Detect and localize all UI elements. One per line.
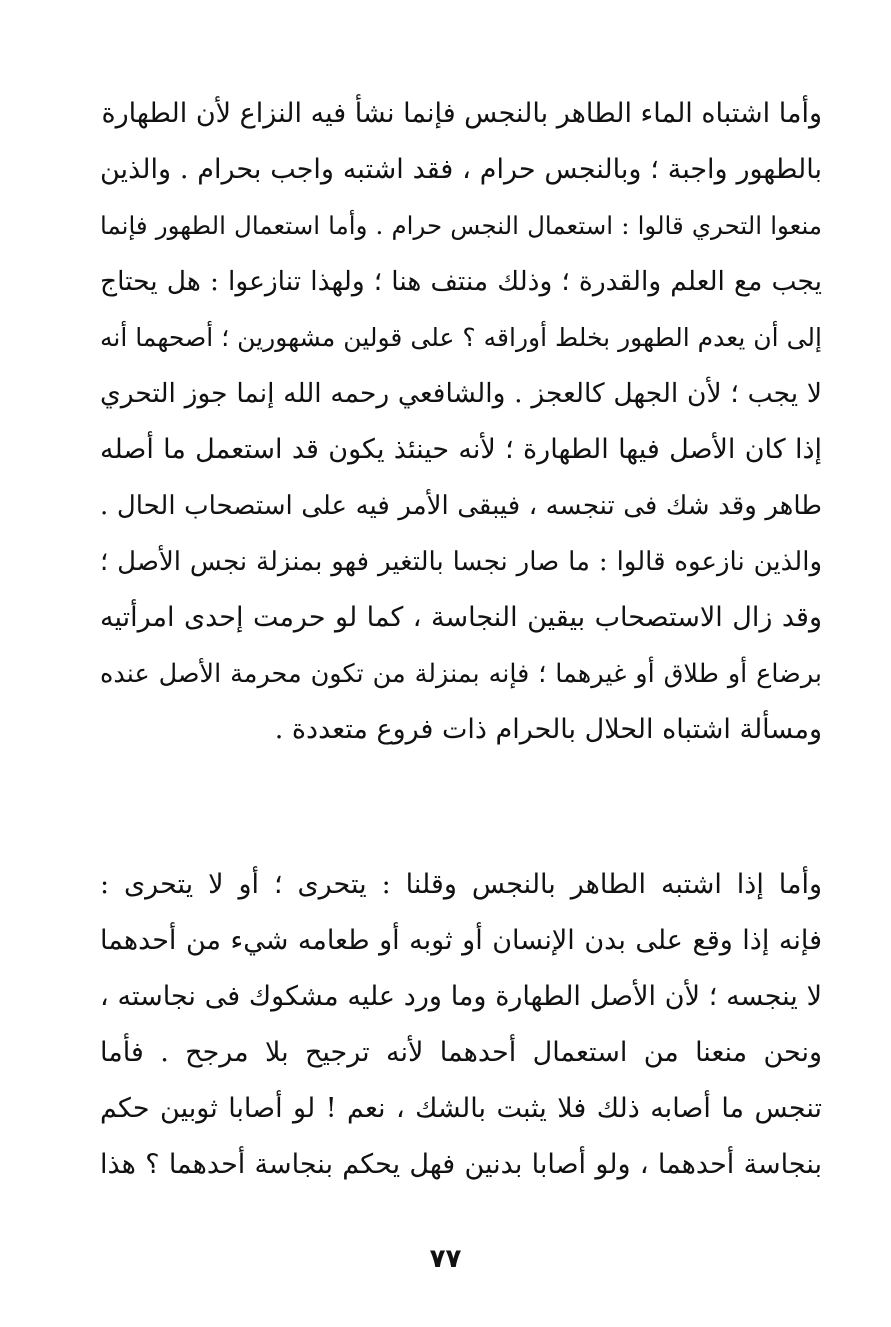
text-line: والذين نازعوه قالوا : ما صار نجسا بالتغير فهو بمنزلة نجس الأصل ؛ <box>100 547 822 577</box>
text-line: وأما إذا اشتبه الطاهر بالنجس وقلنا : يتحرى ؛ أو لا يتحرى : <box>100 869 822 900</box>
text-line: برضاع أو طلاق أو غيرهما ؛ فإنه بمنزلة من تكون محرمة الأصل عنده <box>100 659 822 689</box>
paragraph-2 <box>100 857 822 1193</box>
text-line: ونحن منعنا من استعمال أحدهما لأنه ترجيح بلا مرجح . فأما <box>100 1037 822 1068</box>
paragraph-1 <box>100 86 822 758</box>
text-line: ومسألة اشتباه الحلال بالحرام ذات فروع متعددة . <box>274 714 822 745</box>
text-line: إذا كان الأصل فيها الطهارة ؛ لأنه حينئذ يكون قد استعمل ما أصله <box>100 434 822 465</box>
text-line: بنجاسة أحدهما ، ولو أصابا بدنين فهل يحكم بنجاسة أحدهما ؟ هذا <box>100 1149 822 1180</box>
text-line: لا يجب ؛ لأن الجهل كالعجز . والشافعي رحمه الله إنما جوز التحري <box>100 378 822 409</box>
text-line: وقد زال الاستصحاب بيقين النجاسة ، كما لو حرمت إحدى امرأتيه <box>100 602 822 633</box>
text-line: لا ينجسه ؛ لأن الأصل الطهارة وما ورد عليه مشكوك فى نجاسته ، <box>100 981 822 1012</box>
text-line: بالطهور واجبة ؛ وبالنجس حرام ، فقد اشتبه واجب بحرام . والذين <box>100 154 822 185</box>
text-line: إلى أن يعدم الطهور بخلط أوراقه ؟ على قولين مشهورين ؛ أصحهما أنه <box>100 323 822 352</box>
text-line: طاهر وقد شك فى تنجسه ، فيبقى الأمر فيه على استصحاب الحال . <box>100 491 822 521</box>
page-number: ٧٧ <box>429 1244 462 1274</box>
text-line: فإنه إذا وقع على بدن الإنسان أو ثوبه أو طعامه شيء من أحدهما <box>100 925 822 956</box>
text-line: يجب مع العلم والقدرة ؛ وذلك منتف هنا ؛ ولهذا تنازعوا : هل يحتاج <box>100 266 822 297</box>
text-line: منعوا التحري قالوا : استعمال النجس حرام . وأما استعمال الطهور فإنما <box>100 211 822 240</box>
text-line: تنجس ما أصابه ذلك فلا يثبت بالشك ، نعم ! لو أصابا ثوبين حكم <box>100 1093 822 1124</box>
text-line: وأما اشتباه الماء الطاهر بالنجس فإنما نشأ فيه النزاع لأن الطهارة <box>101 98 822 129</box>
